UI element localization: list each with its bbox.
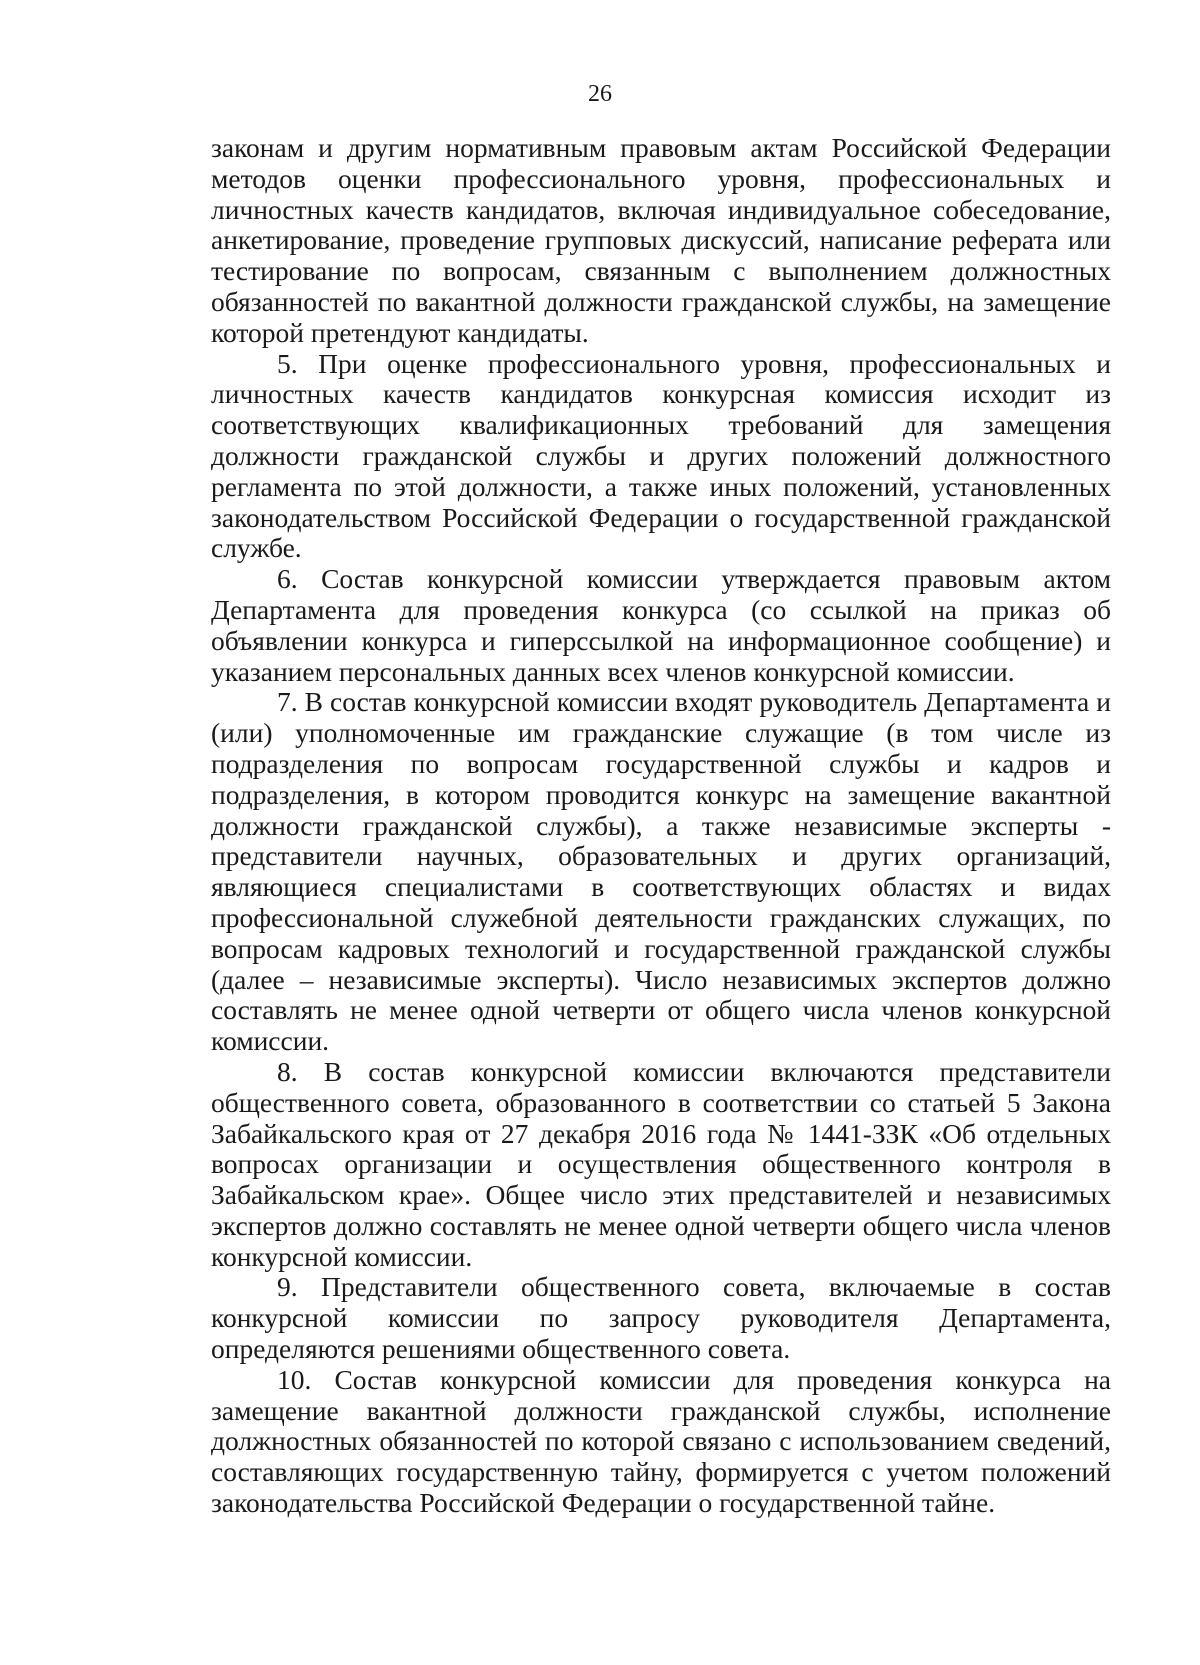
document-body [211,133,1111,1519]
paragraph-continuation: законам и другим нормативным правовым актам Российской Федерации методов оценки профессионального уровня, профессиональных и личностных качеств кандидатов, включая индивидуальное собеседование, анкетирование, проведение групповых дискуссий, написание реферата или тестирование по вопросам, связанным с выполнением должностных обязанностей по вакантной должности гражданской службы, на замещение которой претендуют кандидаты. [211,132,1111,348]
paragraph-item-8: 8. В состав конкурсной комиссии включаются представители общественного совета, образованного в соответствии со статьей 5 Закона Забайкальского края от 27 декабря 2016 года № 1441-ЗЗК «Об отдельных вопросах организации и осуществления общественного контроля в Забайкальском крае». Общее число этих представителей и независимых экспертов должно составлять не менее одной четверти общего числа членов конкурсной комиссии. [211,1055,1111,1272]
paragraph-item-10: 10. Состав конкурсной комиссии для проведения конкурса на замещение вакантной должности гражданской службы, исполнение должностных обязанностей по которой связано с использованием сведений, составляющих государственную тайну, формируется с учетом положений законодательства Российской Федерации о государственной тайне. [211,1363,1111,1519]
paragraph-item-5: 5. При оценке профессионального уровня, профессиональных и личностных качеств кандидатов конкурсная комиссия исходит из соответствующих квалификационных требований для замещения должности гражданской службы и других положений должностного регламента по этой должности, а также иных положений, установленных законодательством Российской Федерации о государственной гражданской службе. [211,347,1111,564]
paragraph-item-6: 6. Состав конкурсной комиссии утверждается правовым актом Департамента для проведения конкурса (со ссылкой на приказ об объявлении конкурса и гиперссылкой на информационное сообщение) и указанием персональных данных всех членов конкурсной комиссии. [211,563,1111,687]
page-number: 26 [588,81,612,107]
paragraph-item-7: 7. В состав конкурсной комиссии входят руководитель Департамента и (или) уполномоченные им гражданские служащие (в том числе из подразделения по вопросам государственной службы и кадров и подразделения, в котором проводится конкурс на замещение вакантной должности гражданской службы), а также независимые эксперты - представители научных, образовательных и других организаций, являющиеся специалистами в соответствующих областях и видах профессиональной служебной деятельности гражданских служащих, по вопросам кадровых технологий и государственной гражданской службы (далее – независимые эксперты). Число независимых экспертов должно составлять не менее одной четверти от общего числа членов конкурсной комиссии. [211,686,1111,1057]
paragraph-item-9: 9. Представители общественного совета, включаемые в состав конкурсной комиссии по запросу руководителя Департамента, определяются решениями общественного совета. [211,1271,1111,1365]
